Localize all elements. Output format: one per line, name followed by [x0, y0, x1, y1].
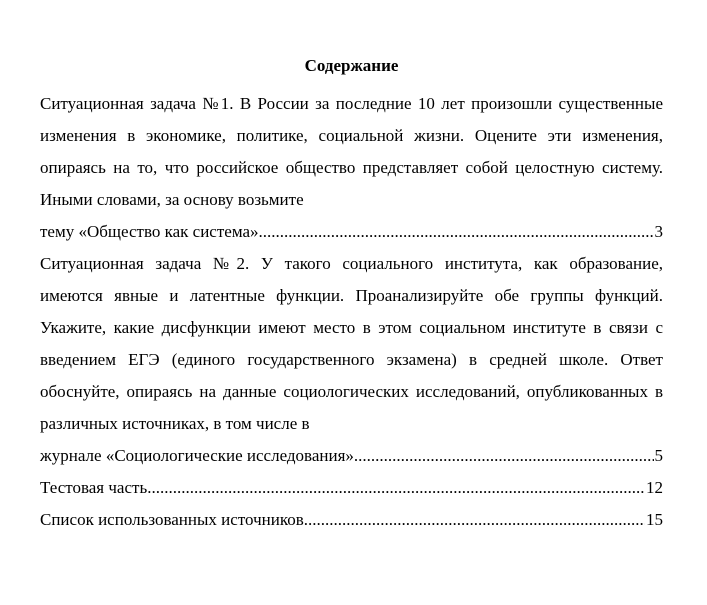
toc-entry-last-line: журнале «Социологические исследования» — [40, 446, 354, 465]
dot-leader — [304, 504, 645, 536]
dot-leader — [259, 216, 654, 248]
table-of-contents — [40, 88, 663, 536]
document-page — [40, 0, 663, 536]
toc-entry-text: Ситуационная задача №1. В России за последние 10 лет произошли существенные изменения в экономике, политике, социальной жизни. Оцените эти изменения, опираясь на то, что российское общество представляет собой целостную систему. Иными словами, за основу возьмите — [40, 94, 663, 209]
toc-page-number: 15 — [646, 510, 663, 529]
toc-page-number: 3 — [654, 222, 663, 241]
page-title: Содержание — [304, 56, 399, 75]
toc-entry-last-line: тему «Общество как система» — [40, 222, 259, 241]
dot-leader — [354, 440, 654, 472]
toc-entry-test-part — [40, 472, 663, 504]
toc-entry-task-2 — [40, 248, 663, 472]
dot-leader — [147, 472, 645, 504]
toc-page-number: 12 — [646, 478, 663, 497]
toc-entry-leader-line — [40, 440, 663, 472]
toc-page-number: 5 — [654, 446, 663, 465]
toc-entry-leader-line — [40, 504, 663, 536]
toc-entry-last-line: Список использованных источников — [40, 510, 304, 529]
toc-entry-leader-line — [40, 472, 663, 504]
toc-entry-leader-line — [40, 216, 663, 248]
toc-entry-task-1 — [40, 88, 663, 248]
toc-entry-sources — [40, 504, 663, 536]
toc-entry-text: Ситуационная задача №2. У такого социального института, как образование, имеются явные и латентные функции. Проанализируйте обе группы функций. Укажите, какие дисфункции имеют место в этом социальном институте в связи с введением ЕГЭ (единого государственного экзамена) в средней школе. Ответ обоснуйте, опираясь на данные социологических исследований, опубликованных в различных источниках, в том числе в — [40, 254, 663, 433]
toc-entry-last-line: Тестовая часть — [40, 478, 148, 497]
